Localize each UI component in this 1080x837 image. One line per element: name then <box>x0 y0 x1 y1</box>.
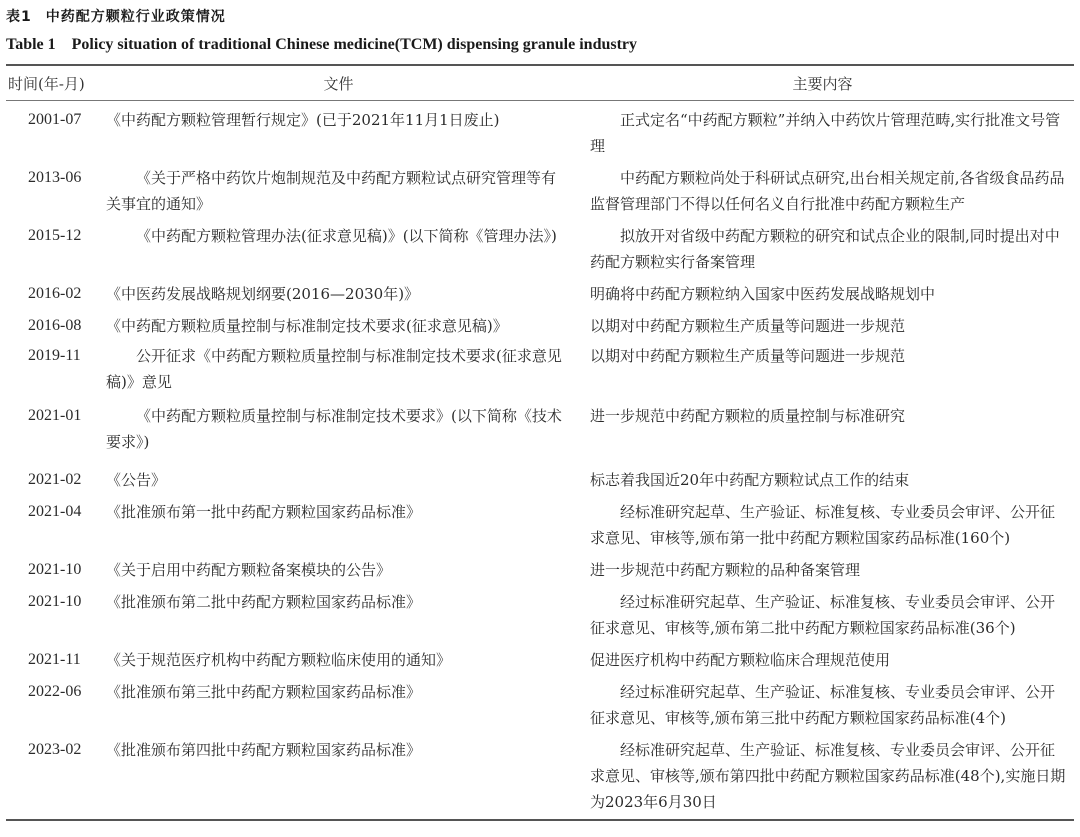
cell-content: 中药配方颗粒尚处于科研试点研究,出台相关规定前,各省级食品药品监督管理部门不得以任何名义自行批准中药配方颗粒生产 <box>590 169 1065 213</box>
table-row <box>6 223 1074 275</box>
table-row <box>6 165 1074 217</box>
cell-content: 以期对中药配方颗粒生产质量等问题进一步规范 <box>590 317 906 335</box>
table-row <box>6 647 1074 673</box>
policy-table <box>6 64 1074 821</box>
table-row <box>6 281 1074 307</box>
table-row <box>6 679 1074 731</box>
cell-time: 2001-07 <box>28 111 82 128</box>
cell-document: 公开征求《中药配方颗粒质量控制与标准制定技术要求(征求意见稿)》意见 <box>106 347 562 391</box>
cell-document: 《批准颁布第一批中药配方颗粒国家药品标准》 <box>106 503 422 521</box>
cell-time: 2016-08 <box>28 317 82 334</box>
cell-time: 2022-06 <box>28 683 82 700</box>
table-title-zh: 中药配方颗粒行业政策情况 <box>45 9 226 25</box>
cell-time: 2021-02 <box>28 471 82 488</box>
header-content: 主要内容 <box>792 74 853 93</box>
cell-document: 《中医药发展战略规划纲要(2016—2030年)》 <box>106 285 420 303</box>
cell-time: 2021-10 <box>28 561 82 578</box>
table-row <box>6 343 1074 395</box>
cell-content: 经标准研究起草、生产验证、标准复核、专业委员会审评、公开征求意见、审核等,颁布第一批中药配方颗粒国家药品标准(160个) <box>590 503 1056 547</box>
cell-document: 《中药配方颗粒质量控制与标准制定技术要求(征求意见稿)》 <box>106 317 508 335</box>
cell-document: 《关于严格中药饮片炮制规范及中药配方颗粒试点研究管理等有关事宜的通知》 <box>106 169 557 213</box>
cell-content: 标志着我国近20年中药配方颗粒试点工作的结束 <box>590 471 910 489</box>
cell-document: 《批准颁布第二批中药配方颗粒国家药品标准》 <box>106 593 422 611</box>
header-document: 文件 <box>323 74 354 93</box>
table-row <box>6 737 1074 815</box>
table-number-en: Table 1 <box>6 36 56 53</box>
cell-content: 正式定名“中药配方颗粒”并纳入中药饮片管理范畴,实行批准文号管理 <box>590 111 1061 155</box>
table-row <box>6 499 1074 551</box>
cell-content: 经过标准研究起草、生产验证、标准复核、专业委员会审评、公开征求意见、审核等,颁布第二批中药配方颗粒国家药品标准(36个) <box>590 593 1056 637</box>
cell-document: 《中药配方颗粒管理暂行规定》(已于2021年11月1日废止) <box>106 111 500 129</box>
cell-document: 《批准颁布第三批中药配方颗粒国家药品标准》 <box>106 683 422 701</box>
table-number-zh: 表1 <box>6 9 32 25</box>
cell-document: 《关于规范医疗机构中药配方颗粒临床使用的通知》 <box>106 651 452 669</box>
table-row <box>6 403 1074 455</box>
cell-time: 2021-01 <box>28 407 82 424</box>
cell-time: 2021-10 <box>28 593 82 610</box>
table-row <box>6 107 1074 159</box>
header-time: 时间(年-月) <box>8 74 85 93</box>
cell-time: 2023-02 <box>28 741 82 758</box>
cell-content: 以期对中药配方颗粒生产质量等问题进一步规范 <box>590 347 906 365</box>
cell-document: 《公告》 <box>106 471 167 489</box>
cell-content: 拟放开对省级中药配方颗粒的研究和试点企业的限制,同时提出对中药配方颗粒实行备案管理 <box>590 227 1060 271</box>
table-row <box>6 467 1074 493</box>
table-header-row <box>6 66 1074 101</box>
cell-time: 2021-11 <box>28 651 81 668</box>
cell-time: 2019-11 <box>28 347 81 364</box>
cell-document: 《中药配方颗粒管理办法(征求意见稿)》(以下简称《管理办法》) <box>136 227 557 245</box>
cell-document: 《关于启用中药配方颗粒备案模块的公告》 <box>106 561 392 579</box>
cell-content: 促进医疗机构中药配方颗粒临床合理规范使用 <box>590 651 891 669</box>
table-row <box>6 557 1074 583</box>
cell-time: 2015-12 <box>28 227 82 244</box>
cell-time: 2021-04 <box>28 503 82 520</box>
table-caption-zh <box>6 6 226 26</box>
cell-content: 进一步规范中药配方颗粒的质量控制与标准研究 <box>590 407 906 425</box>
cell-document: 《批准颁布第四批中药配方颗粒国家药品标准》 <box>106 741 422 759</box>
cell-content: 经标准研究起草、生产验证、标准复核、专业委员会审评、公开征求意见、审核等,颁布第四批中药配方颗粒国家药品标准(48个),实施日期为2023年6月30日 <box>590 741 1066 811</box>
table-title-en: Policy situation of traditional Chinese medicine(TCM) dispensing granule industry <box>71 36 638 53</box>
table-caption-en <box>6 36 637 54</box>
cell-time: 2013-06 <box>28 169 82 186</box>
cell-document: 《中药配方颗粒质量控制与标准制定技术要求》(以下简称《技术要求》) <box>106 407 562 451</box>
cell-content: 明确将中药配方颗粒纳入国家中医药发展战略规划中 <box>590 285 936 303</box>
cell-content: 进一步规范中药配方颗粒的品种备案管理 <box>590 561 861 579</box>
table-row <box>6 589 1074 641</box>
table-row <box>6 313 1074 339</box>
cell-time: 2016-02 <box>28 285 82 302</box>
cell-content: 经过标准研究起草、生产验证、标准复核、专业委员会审评、公开征求意见、审核等,颁布第三批中药配方颗粒国家药品标准(4个) <box>590 683 1056 727</box>
